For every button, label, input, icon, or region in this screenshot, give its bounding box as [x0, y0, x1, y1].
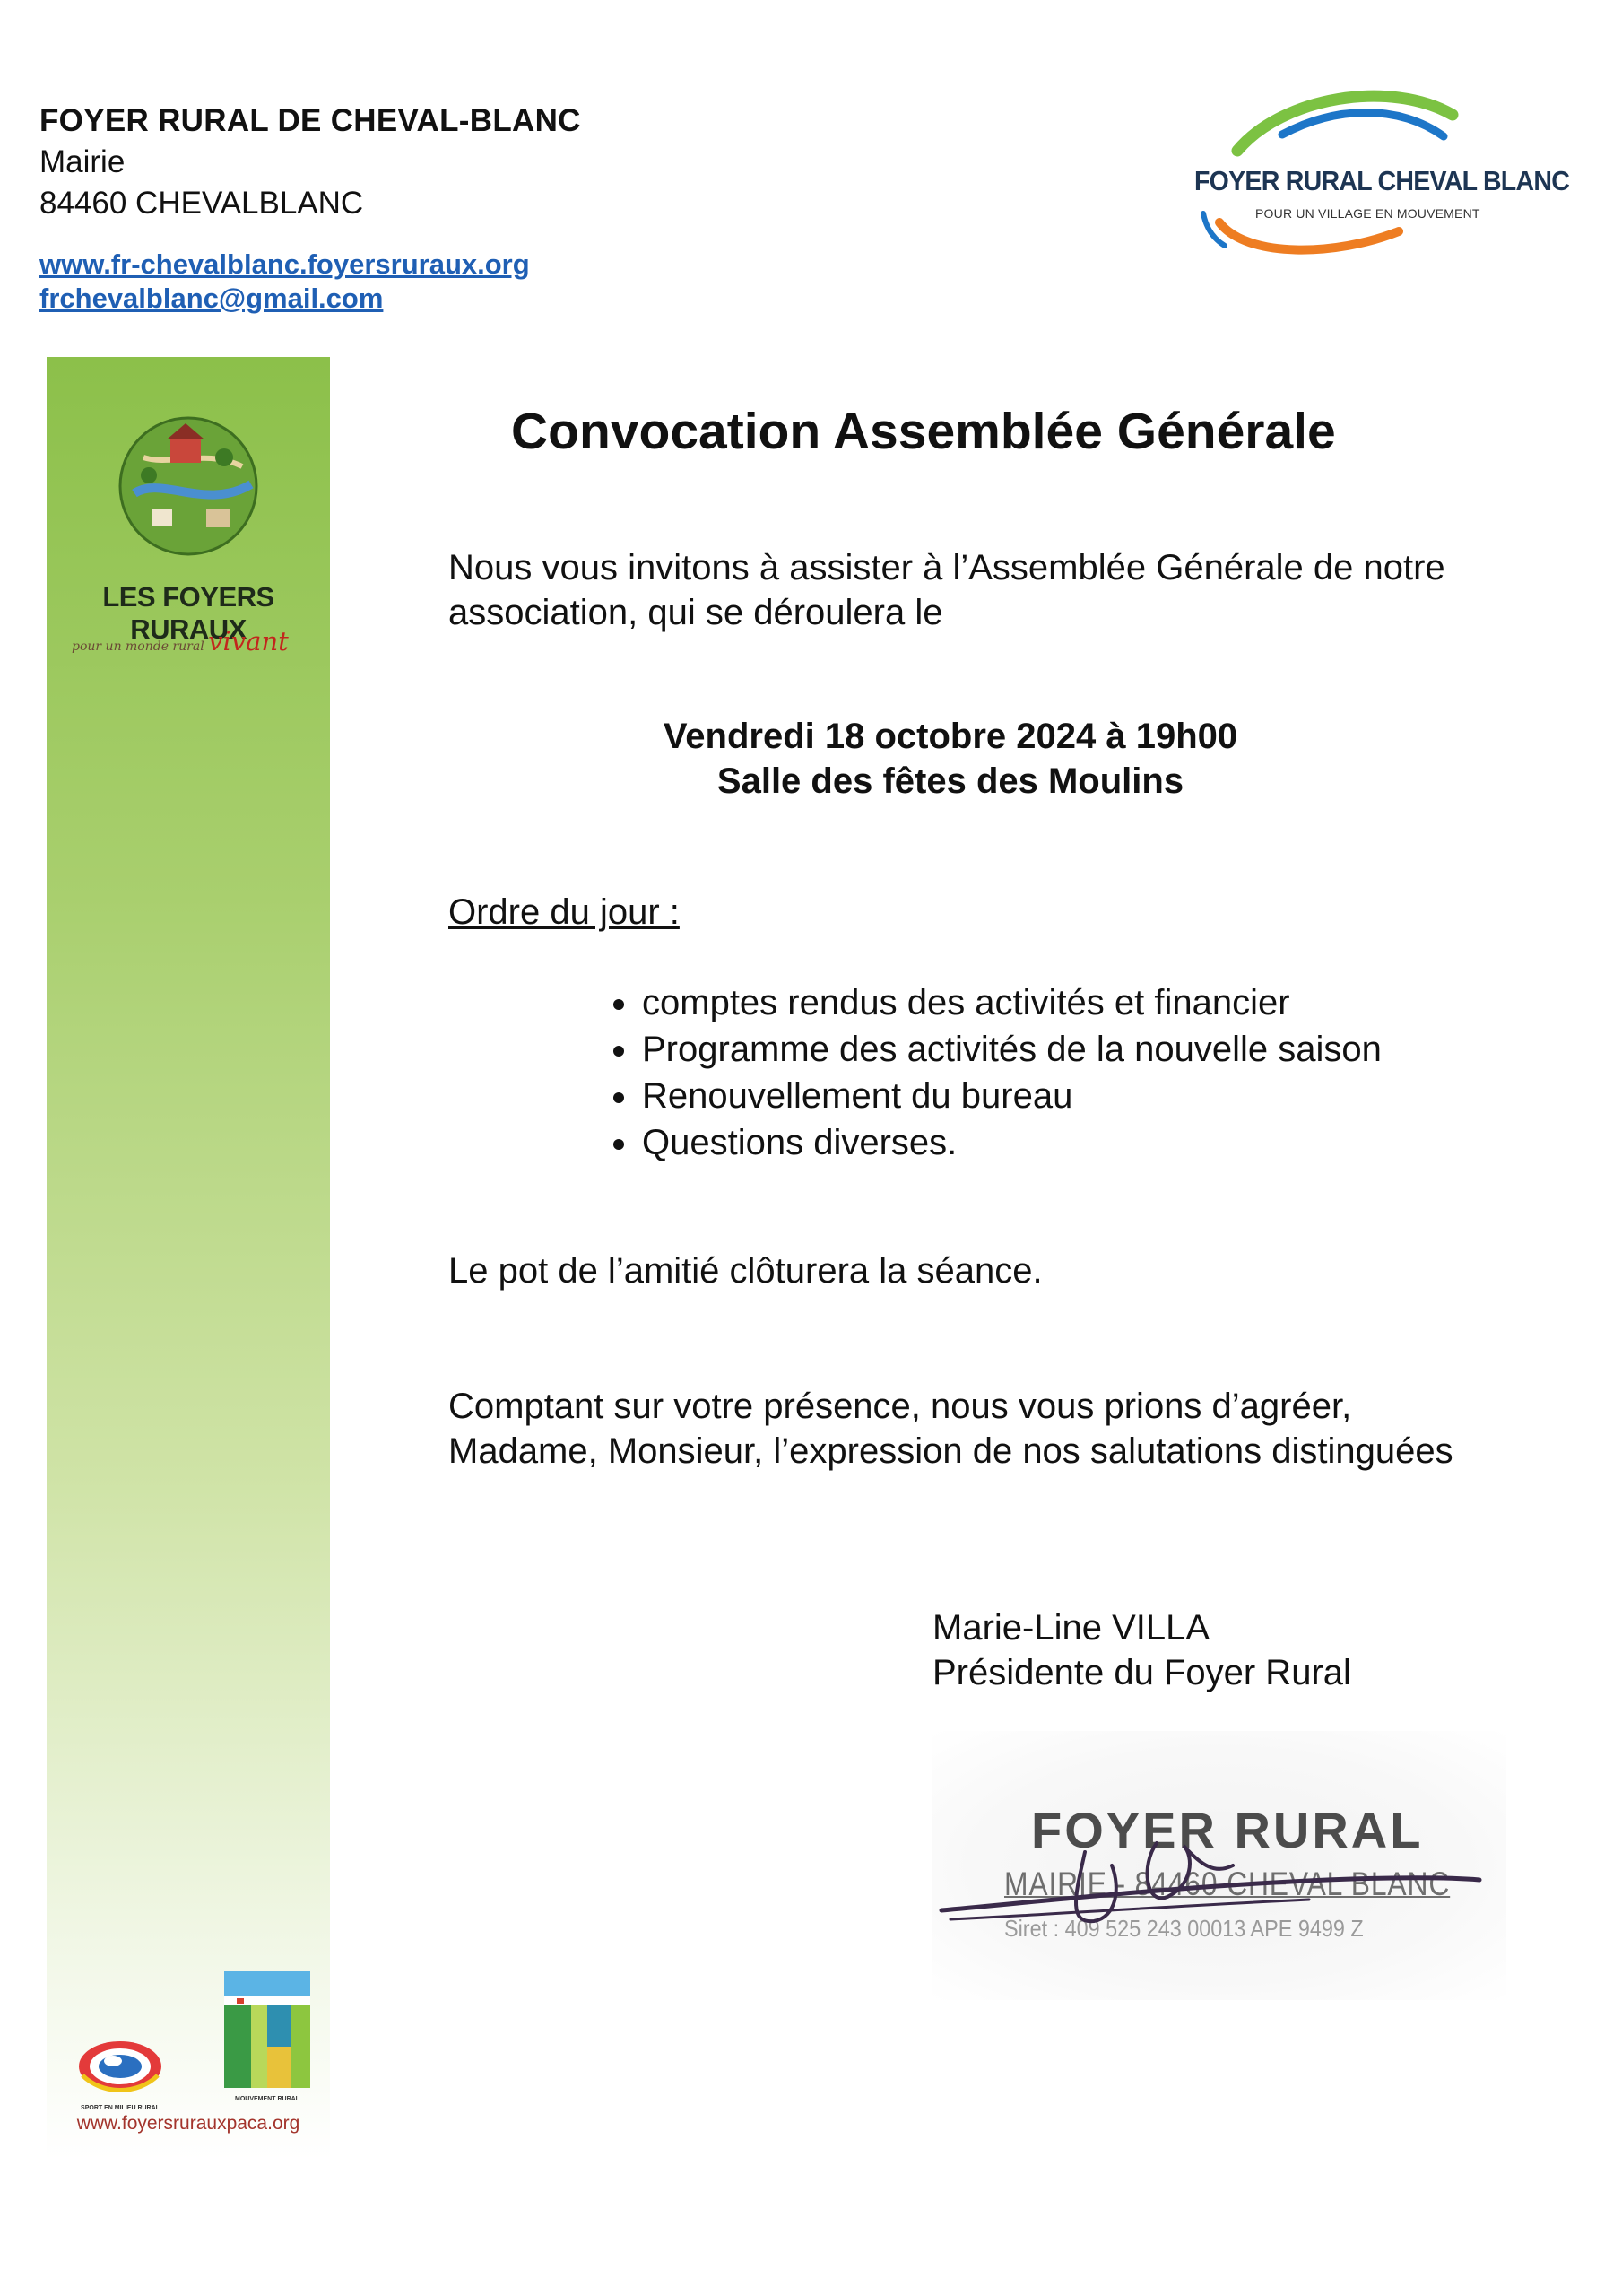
tagline-prefix: pour un monde rural — [72, 639, 204, 654]
agenda-heading: Ordre du jour : — [448, 892, 680, 932]
agenda-list — [610, 979, 1578, 1166]
organization-name: FOYER RURAL DE CHEVAL-BLANC — [39, 103, 581, 138]
address-line-2: 84460 CHEVALBLANC — [39, 186, 364, 221]
intro-line-1: Nous vous invitons à assister à l’Assemblée Générale de notre — [448, 548, 1445, 587]
website-link[interactable]: www.fr-chevalblanc.foyersruraux.org — [39, 248, 530, 280]
list-item: Programme des activités de la nouvelle saison — [610, 1026, 1578, 1073]
event-place: Salle des fêtes des Moulins — [716, 761, 1184, 801]
signature-block — [932, 1605, 1351, 1695]
list-item: Questions diverses. — [610, 1119, 1578, 1166]
email-link[interactable]: frchevalblanc@gmail.com — [39, 283, 384, 314]
logo-slogan: POUR UN VILLAGE EN MOUVEMENT — [1255, 206, 1480, 221]
mouvement-rural-icon — [224, 1971, 310, 2088]
list-item: comptes rendus des activités et financier — [610, 979, 1578, 1026]
list-item: Renouvellement du bureau — [610, 1073, 1578, 1119]
page-title: Convocation Assemblée Générale — [511, 403, 1336, 460]
regards-line-1: Comptant sur votre présence, nous vous prions d’agréer, — [448, 1387, 1352, 1426]
village-globe-icon — [108, 404, 269, 565]
foyer-rural-logo — [1184, 79, 1570, 263]
logo-name: FOYER RURAL CHEVAL BLANC — [1194, 165, 1570, 196]
event-details — [448, 714, 1453, 804]
foyers-ruraux-brand: LES FOYERS RURAUX — [102, 581, 274, 645]
intro-paragraph — [448, 545, 1578, 635]
regards-paragraph — [448, 1384, 1578, 1474]
signer-role: Présidente du Foyer Rural — [932, 1653, 1351, 1692]
handwritten-signature-icon — [932, 1731, 1506, 2000]
sport-rural-badge — [66, 2025, 174, 2111]
stamp-line-3: Siret : 409 525 243 00013 APE 9499 Z — [1004, 1915, 1364, 1942]
mouvement-rural-badge — [224, 1971, 310, 2102]
official-stamp — [932, 1731, 1506, 2000]
intro-line-2: association, qui se déroulera le — [448, 593, 943, 632]
mouvement-rural-label: MOUVEMENT RURAL — [235, 2096, 299, 2102]
sport-rural-label: SPORT EN MILIEU RURAL — [81, 2105, 160, 2111]
sport-rural-icon — [66, 2025, 174, 2097]
address-line-1: Mairie — [39, 144, 126, 179]
signer-name: Marie-Line VILLA — [932, 1608, 1210, 1648]
stamp-line-2: MAIRIE - 84460 CHEVAL BLANC — [1004, 1866, 1451, 1902]
stamp-line-1: FOYER RURAL — [1031, 1802, 1424, 1858]
closing-sentence: Le pot de l’amitié clôturera la séance. — [448, 1251, 1043, 1291]
tagline-highlight: vivant — [208, 626, 289, 657]
paca-website-link[interactable]: www.foyersrurauxpaca.org — [76, 2113, 300, 2134]
regards-line-2: Madame, Monsieur, l’expression de nos salutations distinguées — [448, 1431, 1453, 1471]
event-date: Vendredi 18 octobre 2024 à 19h00 — [663, 717, 1238, 756]
organization-header — [39, 100, 685, 316]
sidebar-banner — [47, 357, 330, 2160]
brand-tagline — [72, 626, 332, 657]
